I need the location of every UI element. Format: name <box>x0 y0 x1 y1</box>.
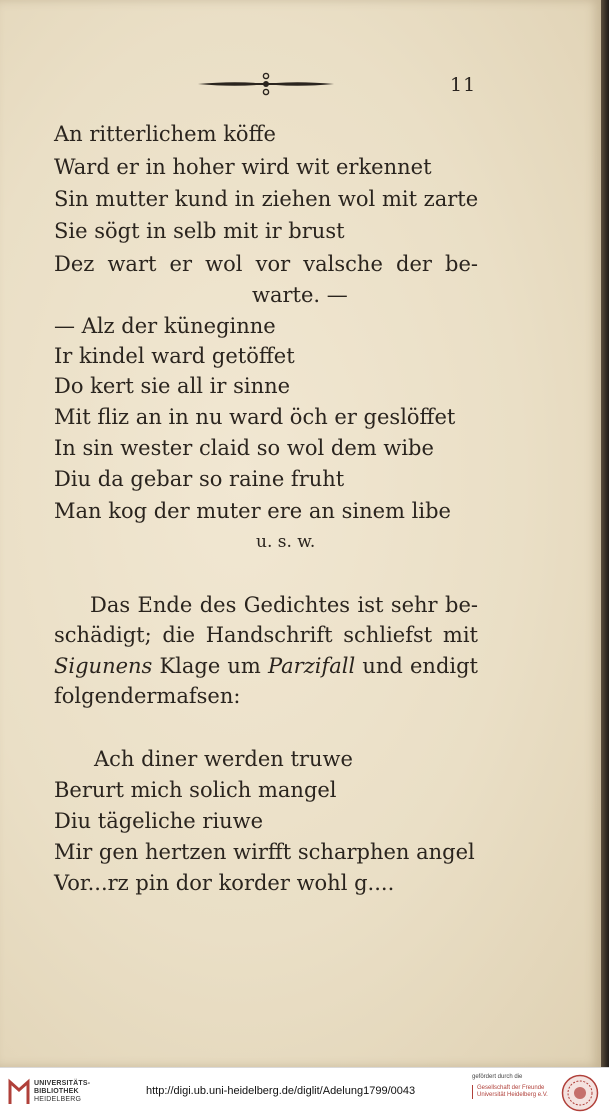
verse-line: Ach diner werden truwe <box>94 747 353 771</box>
verse-line: Vor...rz pin dor korder wohl g.... <box>54 871 395 895</box>
library-logo-text: UNIVERSITÄTS- BIBLIOTHEK HEIDELBERG <box>34 1080 91 1103</box>
page-edge <box>601 0 609 1067</box>
prose-line: Sigunens Klage um Parzifall und endigt <box>54 654 478 678</box>
sponsor-credit: gefördert durch die Gesellschaft der Freunde Universität Heidelberg e.V. <box>472 1074 548 1098</box>
verse-line: Mir gen hertzen wirfft scharphen angel <box>54 840 475 864</box>
verse-line: Diu tägeliche riuwe <box>54 809 264 833</box>
verse-etc: u. s. w. <box>256 532 316 552</box>
verse-line: Ir kindel ward getöffet <box>54 344 295 368</box>
prose-line: folgendermafsen: <box>54 684 241 708</box>
verse-line: Berurt mich solich mangel <box>54 778 337 802</box>
verse-line: Sin mutter kund in ziehen wol mit zarte <box>54 187 479 211</box>
verse-line: An ritterlichem köffe <box>54 122 276 146</box>
verse-line: Dez wart er wol vor valsche der be- <box>54 252 478 276</box>
prose-line: Das Ende des Gedichtes ist sehr be- <box>90 593 478 617</box>
verse-line-continued: warte. — <box>252 283 348 307</box>
source-url[interactable]: http://digi.ub.uni-heidelberg.de/diglit/Adelung1799/0043 <box>146 1085 416 1097</box>
verse-line: Man kog der muter ere an sinem libe <box>54 499 451 523</box>
university-seal-icon <box>561 1074 599 1112</box>
verse-line: Do kert sie all ir sinne <box>54 374 291 398</box>
name-sigunens: Sigunens <box>54 654 153 678</box>
footer-bar <box>0 1067 609 1117</box>
page-number: 11 <box>450 74 477 96</box>
verse-line: In sin wester claid so wol dem wibe <box>54 436 434 460</box>
verse-line: Mit fliz an in nu ward öch er geslöffet <box>54 405 456 429</box>
verse-line: Diu da gebar so raine fruht <box>54 467 345 491</box>
verse-line: Sie sögt in selb mit ir brust <box>54 219 345 243</box>
verse-line: Ward er in hoher wird wit erkennet <box>54 155 432 179</box>
name-parzifall: Parzifall <box>267 654 356 678</box>
verse-line: — Alz der küneginne <box>54 314 276 338</box>
library-logo-icon <box>8 1076 30 1108</box>
ornament-divider <box>196 72 336 96</box>
prose-line: schädigt; die Handschrift schliefst mit <box>54 623 478 647</box>
